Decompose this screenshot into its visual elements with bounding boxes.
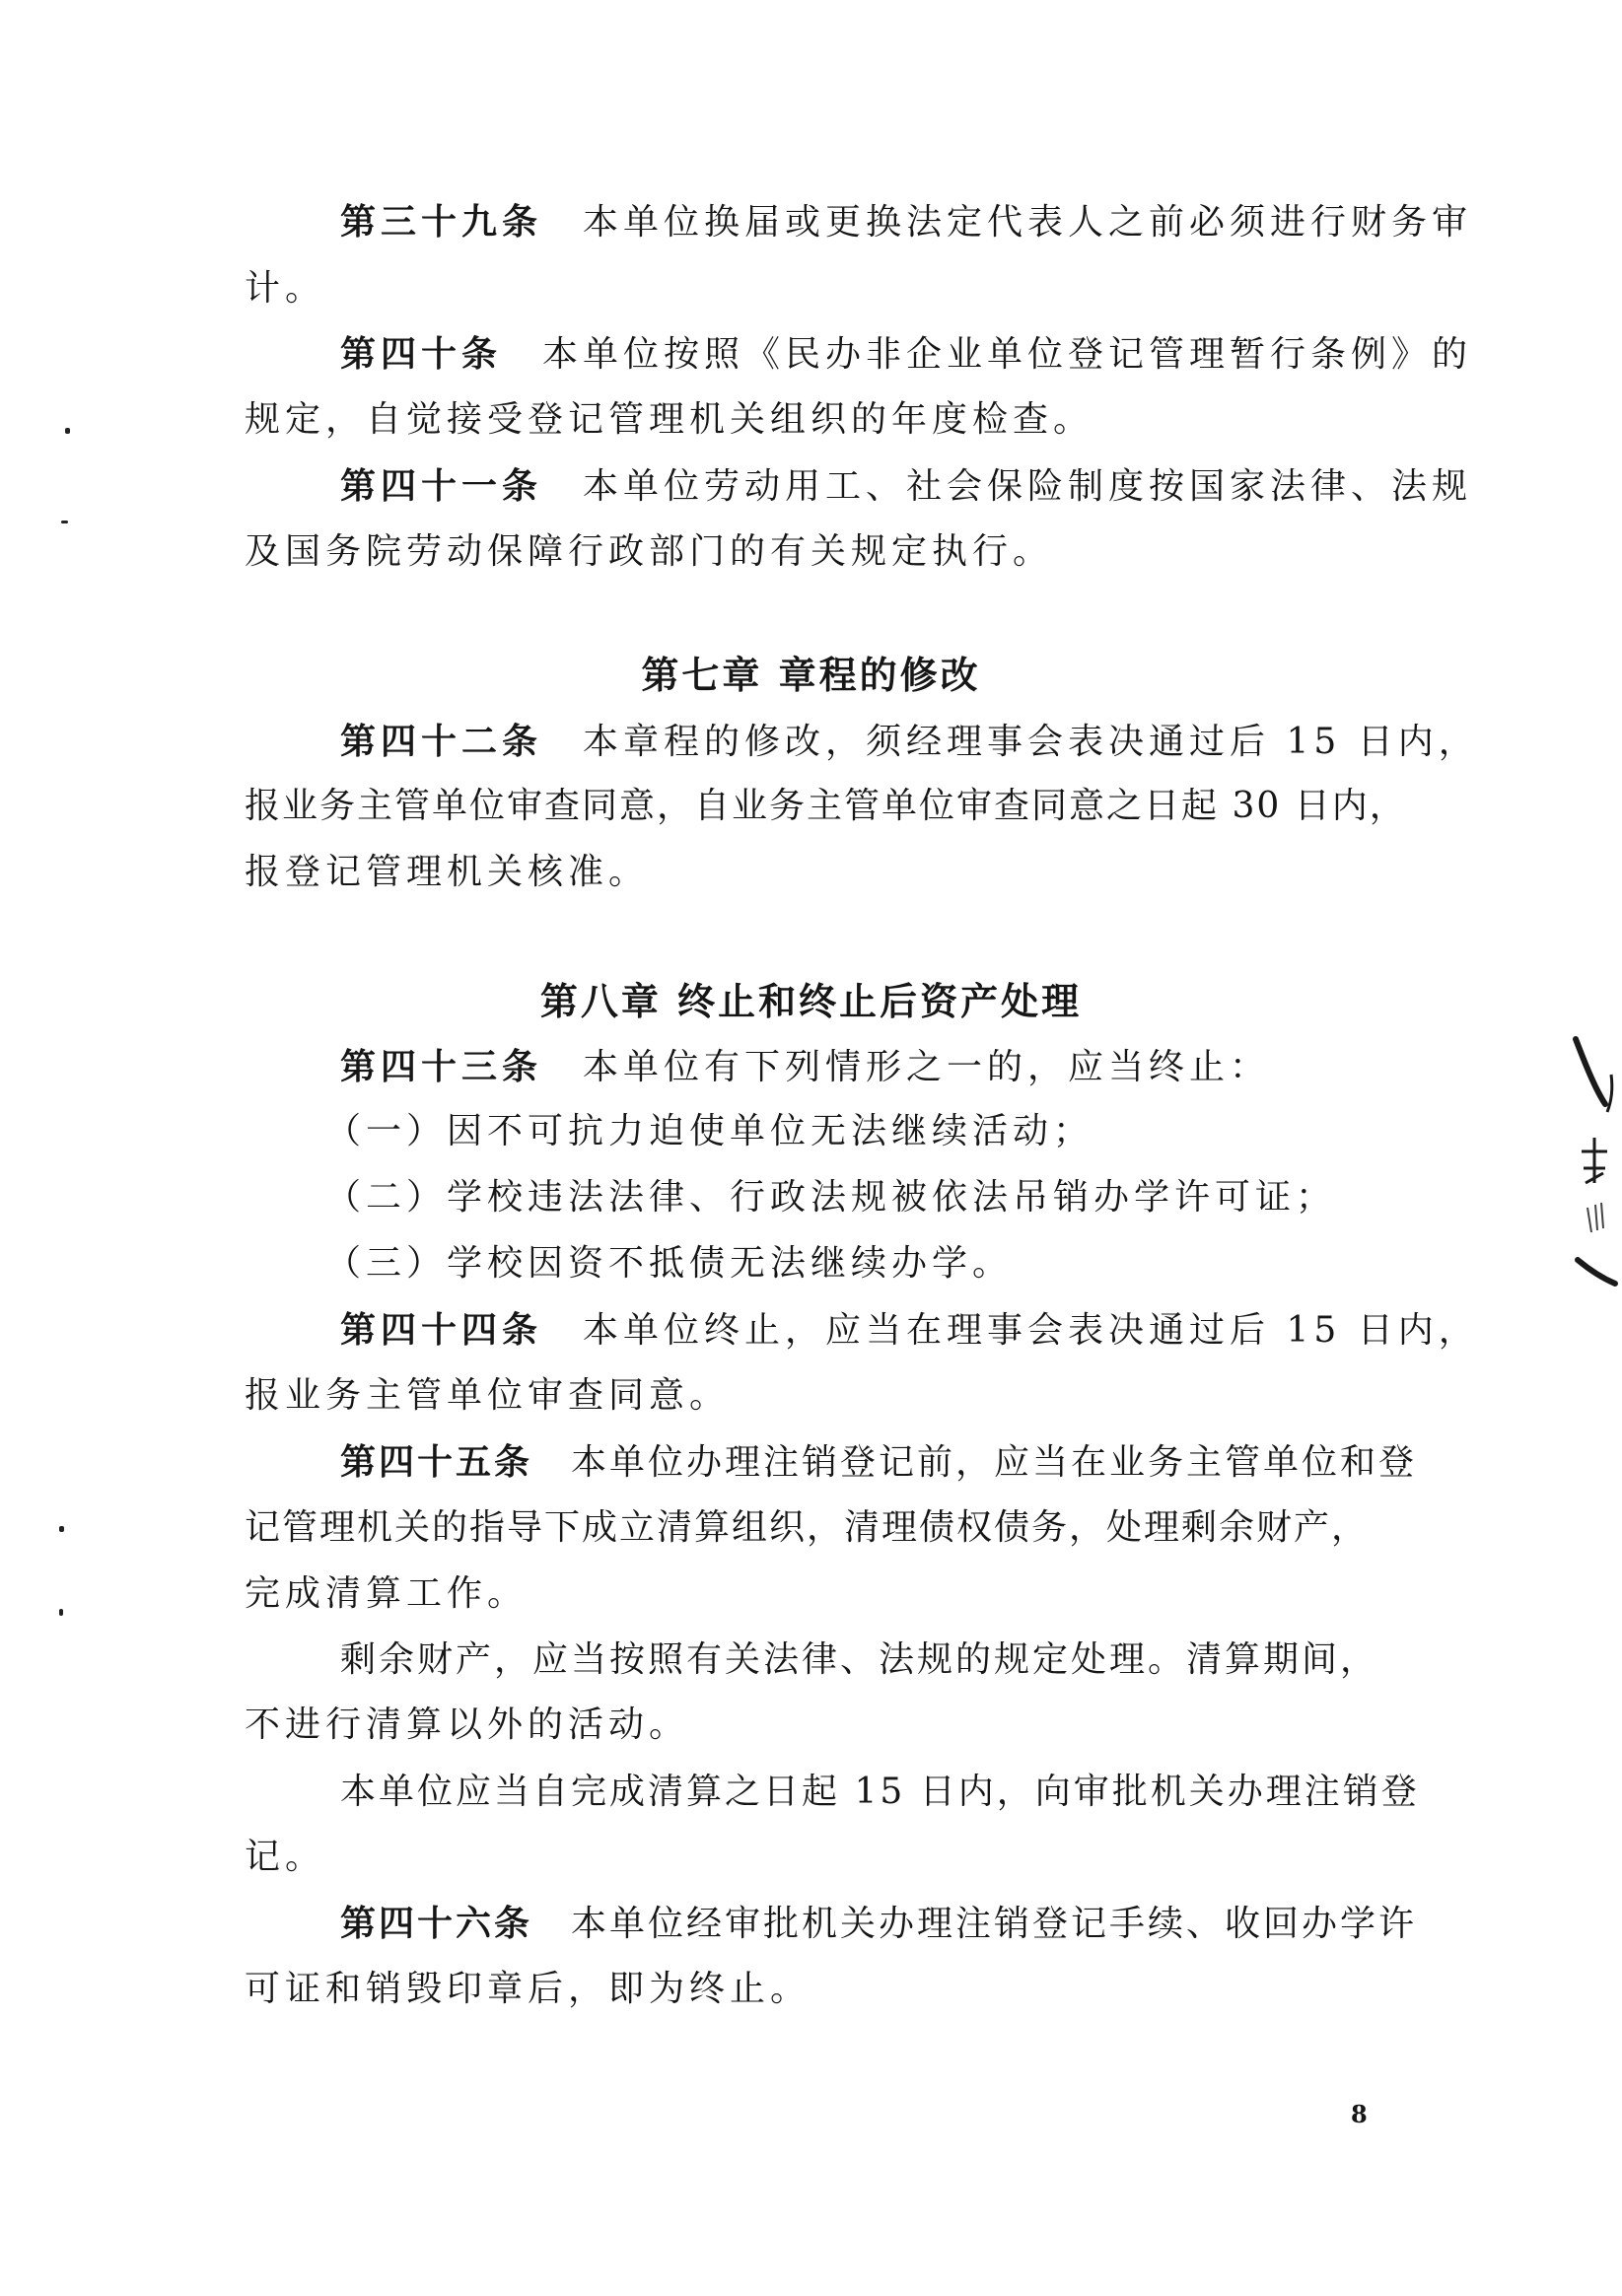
scan-speck	[59, 1526, 64, 1532]
article-45-paragraph-2-line-2: 不进行清算以外的活动。	[245, 1705, 690, 1745]
article-45-paragraph-2-line-1: 剩余财产，应当按照有关法律、法规的规定处理。清算期间，	[340, 1639, 1379, 1680]
chapter-8-heading: 第八章 终止和终止后资产处理	[539, 980, 1083, 1023]
article-39-line-1: 第三十九条 本单位换届或更换法定代表人之前必须进行财务审	[340, 201, 1473, 243]
article-label: 第四十五条	[340, 1441, 533, 1483]
article-42-line-3: 报登记管理机关核准。	[245, 852, 650, 892]
page-number: 8	[1351, 2100, 1368, 2128]
article-41-line-1: 第四十一条 本单位劳动用工、社会保险制度按国家法律、法规	[340, 465, 1473, 507]
article-40-line-1: 第四十条 本单位按照《民办非企业单位登记管理暂行条例》的	[340, 333, 1473, 375]
article-label: 第四十二条	[340, 721, 543, 762]
chapter-7-heading: 第七章 章程的修改	[641, 654, 981, 697]
scan-speck	[61, 521, 68, 523]
article-43-line-1: 第四十三条 本单位有下列情形之一的，应当终止：	[340, 1046, 1271, 1087]
scan-speck	[59, 1609, 63, 1616]
article-46-line-1: 第四十六条 本单位经审批机关办理注销登记手续、收回办学许	[340, 1903, 1418, 1944]
article-45-paragraph-3-line-2: 记。	[245, 1837, 326, 1877]
scan-speck	[65, 428, 70, 434]
article-44-line-1: 第四十四条 本单位终止，应当在理事会表决通过后 15 日内，	[340, 1309, 1479, 1351]
article-42-line-2: 报业务主管单位审查同意，自业务主管单位审查同意之日起 30 日内，	[245, 786, 1407, 826]
seal-stamp-partial-icon	[1568, 1035, 1622, 1291]
article-label: 第三十九条	[340, 201, 543, 243]
article-label: 第四十一条	[340, 465, 543, 507]
article-43-item-3: （三）学校因资不抵债无法继续办学。	[325, 1243, 1014, 1284]
article-43-item-2: （二）学校违法法律、行政法规被依法吊销办学许可证；	[325, 1177, 1337, 1218]
article-43-item-1: （一）因不可抗力迫使单位无法继续活动；	[325, 1111, 1094, 1151]
article-40-line-2: 规定，自觉接受登记管理机关组织的年度检查。	[245, 399, 1094, 440]
article-39-line-2: 计。	[245, 268, 326, 309]
article-label: 第四十条	[340, 333, 503, 375]
article-46-line-2: 可证和销毁印章后，即为终止。	[245, 1969, 811, 2009]
article-45-paragraph-3-line-1: 本单位应当自完成清算之日起 15 日内，向审批机关办理注销登	[340, 1772, 1420, 1812]
article-label: 第四十六条	[340, 1903, 533, 1944]
article-45-line-1: 第四十五条 本单位办理注销登记前，应当在业务主管单位和登	[340, 1441, 1418, 1483]
article-45-line-2: 记管理机关的指导下成立清算组织，清理债权债务，处理剩余财产，	[245, 1507, 1370, 1548]
article-44-line-2: 报业务主管单位审查同意。	[245, 1375, 731, 1416]
article-label: 第四十四条	[340, 1309, 543, 1351]
article-label: 第四十三条	[340, 1046, 543, 1087]
article-45-line-3: 完成清算工作。	[245, 1573, 529, 1614]
article-42-line-1: 第四十二条 本章程的修改，须经理事会表决通过后 15 日内，	[340, 721, 1479, 762]
article-41-line-2: 及国务院劳动保障行政部门的有关规定执行。	[245, 531, 1054, 572]
